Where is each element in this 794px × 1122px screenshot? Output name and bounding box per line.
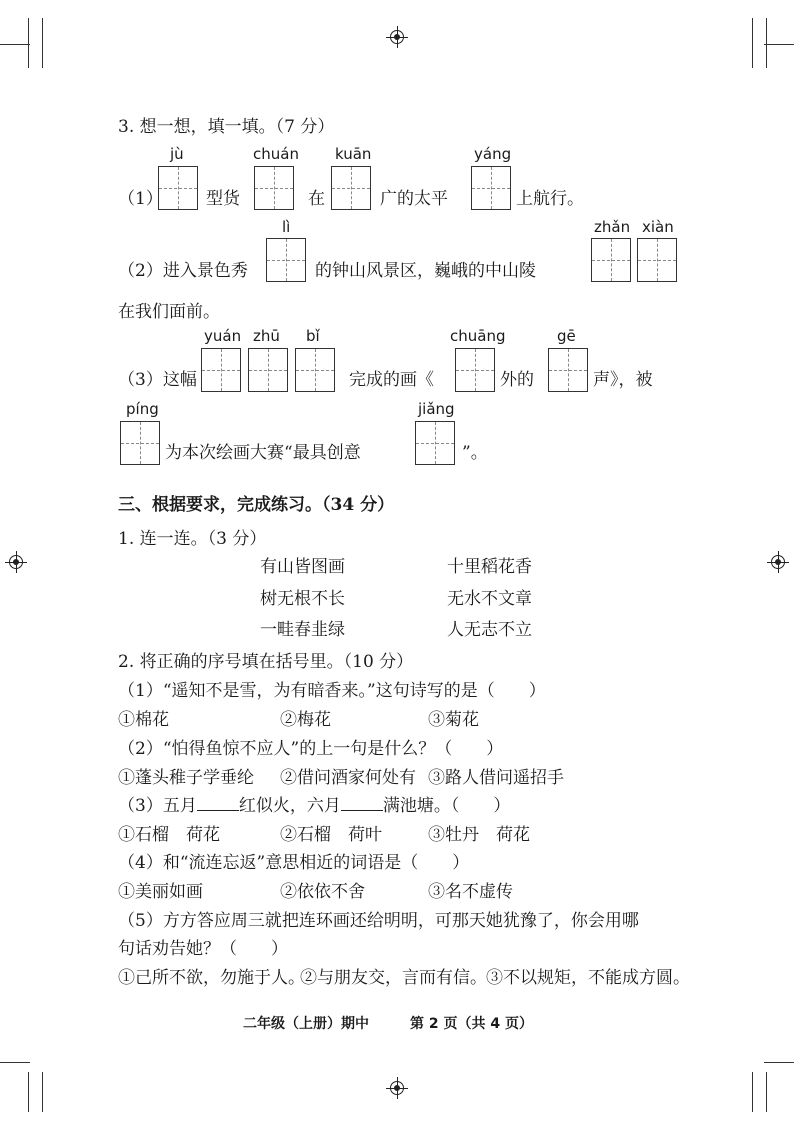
item-text: （3）这幅 <box>118 370 197 390</box>
item-text: （2）进入景色秀 <box>118 261 248 281</box>
option[interactable]: ③菊花 <box>428 710 479 730</box>
question-title: 3. 想一想，填一填。（7 分） <box>118 117 335 137</box>
item-text: 的钟山风景区，巍峨的中山陵 <box>315 261 536 281</box>
char-box[interactable] <box>591 238 631 282</box>
pinyin: lì <box>282 218 291 236</box>
item-text: 上航行。 <box>516 189 584 209</box>
crop-mark <box>766 18 767 68</box>
pinyin: yuán <box>204 327 242 345</box>
pinyin: chuāng <box>450 327 506 345</box>
option[interactable]: ③不以规矩，不能成方圆。 <box>486 968 690 988</box>
pinyin: bǐ <box>306 327 320 345</box>
char-box[interactable] <box>295 348 335 392</box>
crop-mark <box>28 1072 29 1112</box>
question-part: 满池塘。（ ） <box>382 796 511 816</box>
registration-mark-icon <box>390 30 404 44</box>
registration-mark-icon <box>390 1081 404 1095</box>
item-text: 外的 <box>500 370 534 390</box>
registration-mark-icon <box>9 555 23 569</box>
pinyin: zhǎn <box>594 218 631 236</box>
match-left[interactable]: 有山皆图画 <box>260 557 345 577</box>
option[interactable]: ①棉花 <box>118 710 169 730</box>
question-text: （4）和“流连忘返”意思相近的词语是（ ） <box>118 853 470 873</box>
question-text: （2）“怕得鱼惊不应人”的上一句是什么？（ ） <box>118 739 504 759</box>
option[interactable]: ①美丽如画 <box>118 882 203 902</box>
question-text <box>118 791 510 816</box>
item-text: 型货 <box>206 189 240 209</box>
crop-mark <box>42 18 43 68</box>
item-text: ”。 <box>462 443 488 463</box>
char-box[interactable] <box>120 421 160 465</box>
pinyin: zhū <box>253 327 280 345</box>
char-box[interactable] <box>248 348 288 392</box>
pinyin: píng <box>126 400 159 418</box>
match-left[interactable]: 树无根不长 <box>260 589 345 609</box>
char-box[interactable] <box>471 166 511 210</box>
pinyin: gē <box>557 327 576 345</box>
char-box[interactable] <box>637 238 677 282</box>
char-box[interactable] <box>548 348 588 392</box>
question-part: 红似火，六月 <box>238 796 341 816</box>
item-text: 为本次绘画大赛“最具创意 <box>165 443 361 463</box>
question-text: （5）方方答应周三就把连环画还给明明，可那天她犹豫了，你会用哪 <box>118 911 639 931</box>
match-left[interactable]: 一畦春韭绿 <box>260 620 345 640</box>
question-part: （3）五月 <box>118 796 197 816</box>
option[interactable]: ③路人借问遥招手 <box>428 768 564 788</box>
option[interactable]: ②借问酒家何处有 <box>280 768 416 788</box>
pinyin: xiàn <box>642 218 674 236</box>
crop-mark <box>28 18 29 68</box>
char-box[interactable] <box>415 421 455 465</box>
option[interactable]: ②石榴 荷叶 <box>280 825 382 845</box>
char-box[interactable] <box>201 348 241 392</box>
question-title: 1. 连一连。（3 分） <box>118 529 267 549</box>
char-box[interactable] <box>266 238 306 282</box>
match-right[interactable]: 人无志不立 <box>447 620 532 640</box>
pinyin: chuán <box>253 145 299 163</box>
footer-grade: 二年级（上册）期中 <box>243 1016 369 1032</box>
crop-mark <box>766 1072 767 1112</box>
crop-mark <box>752 1072 753 1112</box>
item-text: 广的太平 <box>380 189 448 209</box>
crop-mark <box>0 44 30 45</box>
pinyin: yáng <box>474 145 512 163</box>
crop-mark <box>752 18 753 68</box>
fill-blank[interactable] <box>197 796 239 811</box>
pinyin: jù <box>170 145 184 163</box>
section-heading: 三、根据要求，完成练习。（34 分） <box>118 495 395 515</box>
char-box[interactable] <box>158 166 198 210</box>
crop-mark <box>764 1062 794 1063</box>
question-title: 2. 将正确的序号填在括号里。（10 分） <box>118 652 414 672</box>
option[interactable]: ③名不虚传 <box>428 882 513 902</box>
char-box[interactable] <box>455 348 495 392</box>
footer-page: 第 2 页（共 4 页） <box>410 1016 533 1032</box>
fill-blank[interactable] <box>341 796 383 811</box>
option[interactable]: ②与朋友交，言而有信。 <box>300 968 487 988</box>
item-text: 在我们面前。 <box>118 302 220 322</box>
crop-mark <box>0 1062 30 1063</box>
option[interactable]: ①己所不欲，勿施于人。 <box>118 968 305 988</box>
crop-mark <box>42 1072 43 1112</box>
match-right[interactable]: 十里稻花香 <box>447 557 532 577</box>
item-text: 完成的画《 <box>349 370 434 390</box>
item-text: （1） <box>118 189 163 209</box>
option[interactable]: ②依依不舍 <box>280 882 365 902</box>
registration-mark-icon <box>771 555 785 569</box>
option[interactable]: ②梅花 <box>280 710 331 730</box>
option[interactable]: ①石榴 荷花 <box>118 825 220 845</box>
crop-mark <box>764 44 794 45</box>
question-text: （1）“遥知不是雪，为有暗香来。”这句诗写的是（ ） <box>118 681 546 701</box>
pinyin: kuān <box>335 145 372 163</box>
pinyin: jiǎng <box>418 400 455 418</box>
question-text: 句话劝告她？（ ） <box>118 939 288 959</box>
option[interactable]: ③牡丹 荷花 <box>428 825 530 845</box>
char-box[interactable] <box>331 166 371 210</box>
match-right[interactable]: 无水不文章 <box>447 589 532 609</box>
item-text: 在 <box>308 189 325 209</box>
char-box[interactable] <box>254 166 294 210</box>
item-text: 声》，被 <box>593 370 653 390</box>
option[interactable]: ①蓬头稚子学垂纶 <box>118 768 254 788</box>
